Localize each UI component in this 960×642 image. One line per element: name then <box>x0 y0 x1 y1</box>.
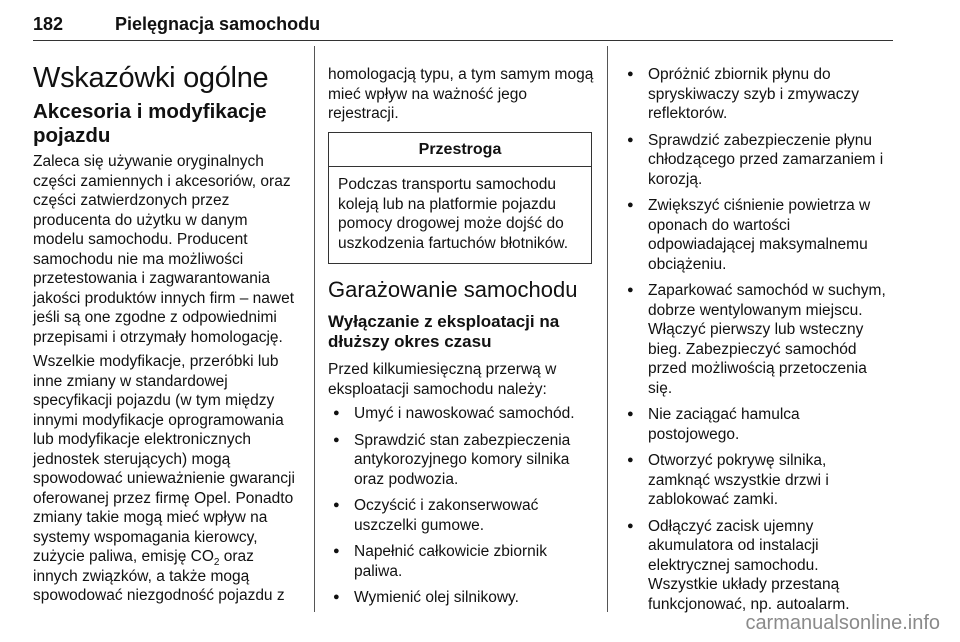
list-item: ● Sprawdzić zabezpieczenie płynu chłodzącego przed zamarzaniem i korozją. <box>622 131 890 190</box>
list-item: ● Napełnić całkowicie zbiornik paliwa. <box>328 542 594 581</box>
column-left <box>33 62 301 611</box>
paragraph: Zaleca się używanie oryginalnych części zamiennych i akcesoriów, oraz części zatwierdzonych przez producenta do użytku w danym modelu samochodu. Producent samochodu nie ma możliwości przetestowania i zagwarantowania jakości produktów innych firm – nawet jeśli są one zgodne z odpowiednimi przepisami i otrzymały homologację. <box>33 153 295 346</box>
list-item: ● Odłączyć zacisk ujemny akumulatora od instalacji elektrycznej samochodu. Wszystkie układy przestaną funkcjonować, np. autoalarm. <box>622 517 890 615</box>
page-number: 182 <box>33 14 64 34</box>
list-item: ● Sprawdzić stan zabezpieczenia antykorozyjnego komory silnika oraz podwozia. <box>328 431 594 490</box>
running-title: Pielęgnacja samochodu <box>115 14 321 34</box>
subsection-heading: Wyłączanie z eksploatacji na dłuższy okres czasu <box>328 312 560 351</box>
list-item: ● Wymienić olej silnikowy. <box>328 588 594 608</box>
column-right <box>622 65 890 621</box>
caution-text: Podczas transportu samochodu koleją lub na platformie pojazdu pomocy drogowej może dojść do uszkodzenia fartuchów błotników. <box>338 176 569 252</box>
caution-title: Przestroga <box>329 133 591 168</box>
bullet-list <box>622 65 890 614</box>
list-item: ● Nie zaciągać hamulca postojowego. <box>622 405 890 444</box>
paragraph-text: Wszelkie modyfikacje, przeróbki lub inne zmiany w standardowej specyfikacji pojazdu (w tym między innymi modyfikacje oprogramowania lub modyfikacje elektronicznych jednostek sterujących) mogą spowodować unieważnienie gwarancji oferowanej przez firmę Opel. Ponadto zmiany takie mogą mieć wpływ na systemy wspomagania kierowcy, zużycie paliwa, emisję CO <box>33 353 295 565</box>
list-item: ● Umyć i nawoskować samochód. <box>328 404 594 424</box>
caution-box <box>328 132 592 265</box>
watermark: carmanualsonline.info <box>745 612 940 634</box>
column-divider <box>607 46 608 612</box>
section-heading: Wskazówki ogólne <box>33 62 269 94</box>
column-middle <box>328 65 594 615</box>
list-item: ● Oczyścić i zakonserwować uszczelki gumowe. <box>328 496 594 535</box>
paragraph: homologacją typu, a tym samym mogą mieć wpływ na ważność jego rejestracji. <box>328 66 594 122</box>
subsection-heading: Akcesoria i modyfikacje pojazdu <box>33 100 267 147</box>
subscript: 2 <box>213 557 220 569</box>
bullet-list <box>328 404 594 608</box>
paragraph: Przed kilkumiesięczną przerwą w eksploatacji samochodu należy: <box>328 361 557 398</box>
paragraph-text: oraz innych związków, a także mogą spowodować niezgodność pojazdu z <box>33 548 285 604</box>
list-item: ● Zwiększyć ciśnienie powietrza w oponach do wartości odpowiadającej maksymalnemu obciążeniu. <box>622 196 890 274</box>
list-item: ● Otworzyć pokrywę silnika, zamknąć wszystkie drzwi i zablokować zamki. <box>622 451 890 510</box>
column-divider <box>314 46 315 612</box>
list-item: ● Zaparkować samochód w suchym, dobrze wentylowanym miejscu. Włączyć pierwszy lub wsteczny bieg. Zabezpieczyć samochód przed możliwością przetoczenia się. <box>622 281 890 398</box>
section-heading: Garażowanie samochodu <box>328 277 578 302</box>
paragraph <box>33 352 301 606</box>
page-header <box>33 12 893 41</box>
list-item: ● Opróżnić zbiornik płynu do spryskiwaczy szyb i zmywaczy reflektorów. <box>622 65 890 124</box>
